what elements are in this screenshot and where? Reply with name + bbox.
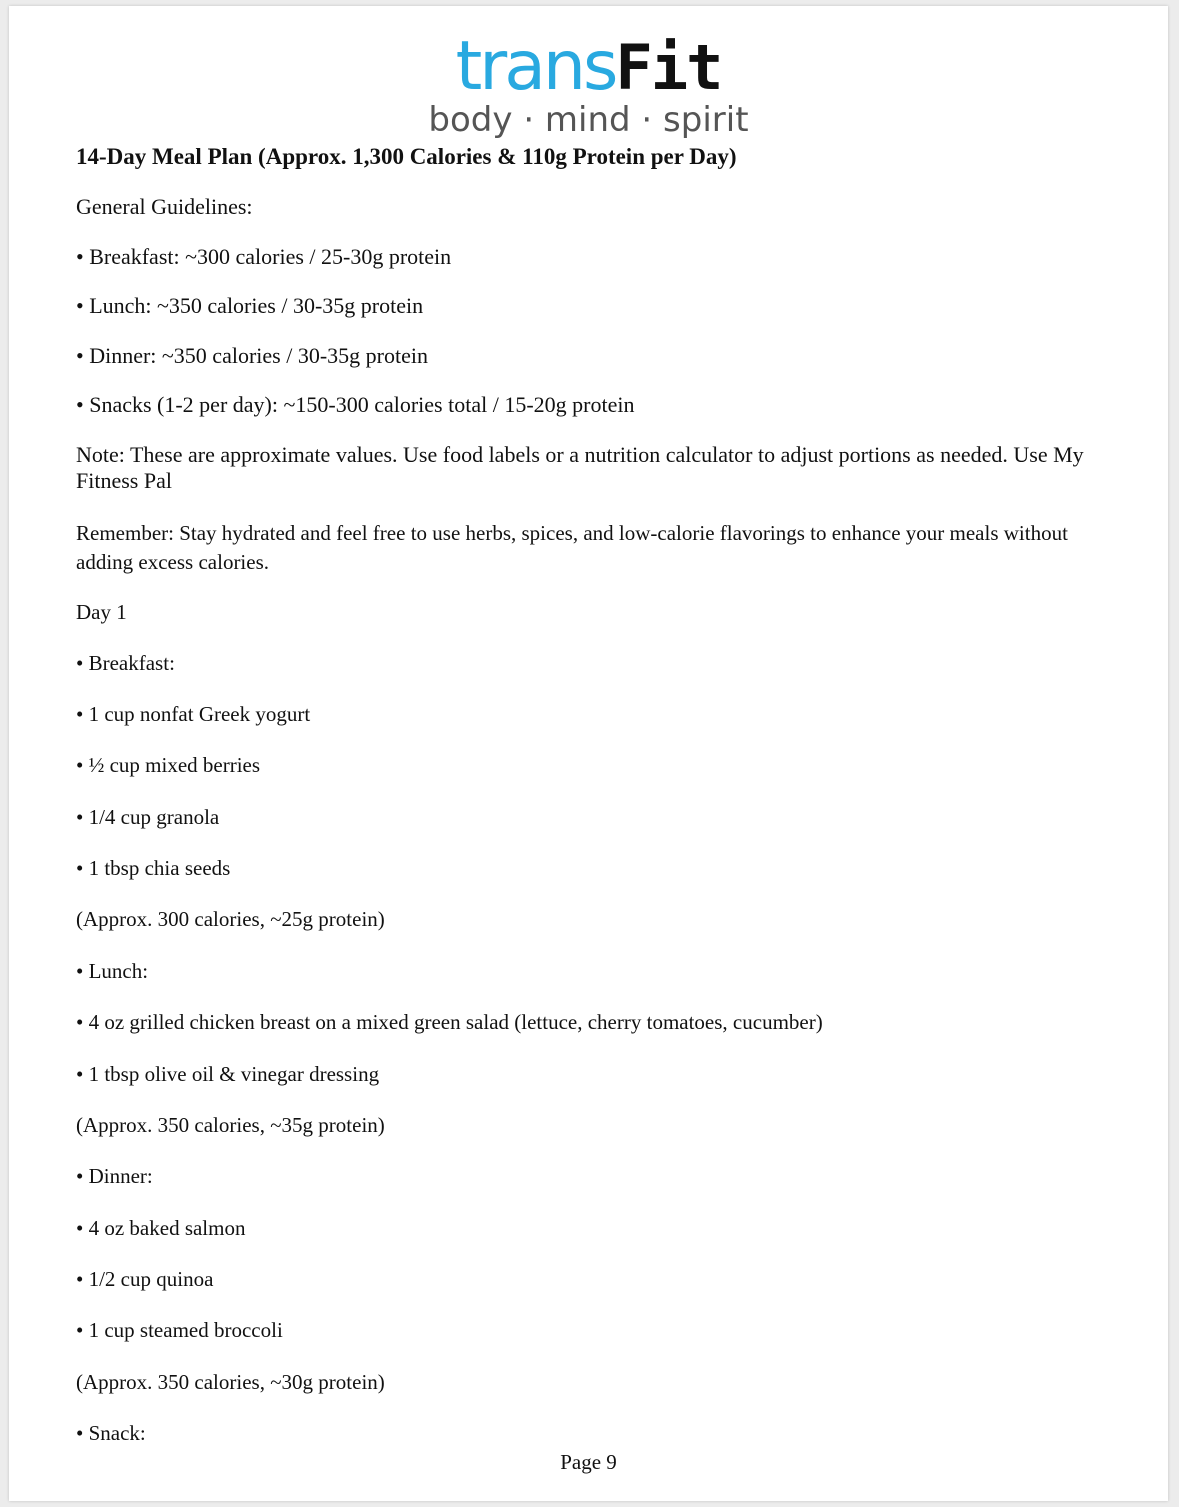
breakfast-total: (Approx. 300 calories, ~25g protein) (76, 907, 385, 931)
list-item: • 1 cup steamed broccoli (76, 1318, 283, 1342)
logo-tagline: body · mind · spirit (428, 100, 749, 140)
lunch-label: • Lunch: (76, 959, 149, 983)
list-item: • 1/4 cup granola (76, 805, 220, 829)
dinner-total: (Approx. 350 calories, ~30g protein) (76, 1370, 385, 1394)
list-item: • 1 cup nonfat Greek yogurt (76, 702, 311, 726)
logo-brand-light: trans (455, 27, 616, 106)
day-label: Day 1 (76, 600, 127, 624)
transfit-logo (9, 27, 1168, 140)
guidelines-heading: General Guidelines: (76, 194, 253, 219)
list-item: • 1 tbsp chia seeds (76, 856, 231, 880)
breakfast-label: • Breakfast: (76, 651, 175, 675)
list-item: • 1/2 cup quinoa (76, 1267, 214, 1291)
page-number: Page 9 (560, 1450, 617, 1474)
note-paragraph: Note: These are approximate values. Use food labels or a nutrition calculator to adjust portions as needed. Use My Fitness Pal (76, 442, 1084, 493)
logo-brand-bold: Fit (615, 31, 722, 104)
dinner-label: • Dinner: (76, 1164, 153, 1188)
remember-paragraph: Remember: Stay hydrated and feel free to use herbs, spices, and low-calorie flavorings to enhance your meals without adding excess calories. (76, 521, 1068, 574)
list-item: • ½ cup mixed berries (76, 753, 261, 777)
list-item: • 4 oz grilled chicken breast on a mixed green salad (lettuce, cherry tomatoes, cucumber) (76, 1010, 823, 1034)
guideline-dinner: • Dinner: ~350 calories / 30-35g protein (76, 343, 428, 368)
document-page (9, 6, 1168, 1501)
guideline-snacks: • Snacks (1-2 per day): ~150-300 calories total / 15-20g protein (76, 392, 635, 417)
list-item: • 4 oz baked salmon (76, 1216, 246, 1240)
guideline-lunch: • Lunch: ~350 calories / 30-35g protein (76, 293, 424, 318)
snack-label: • Snack: (76, 1421, 146, 1445)
guideline-breakfast: • Breakfast: ~300 calories / 25-30g protein (76, 244, 452, 269)
page-title: 14-Day Meal Plan (Approx. 1,300 Calories & 110g Protein per Day) (76, 144, 737, 169)
lunch-total: (Approx. 350 calories, ~35g protein) (76, 1113, 385, 1137)
list-item: • 1 tbsp olive oil & vinegar dressing (76, 1062, 380, 1086)
